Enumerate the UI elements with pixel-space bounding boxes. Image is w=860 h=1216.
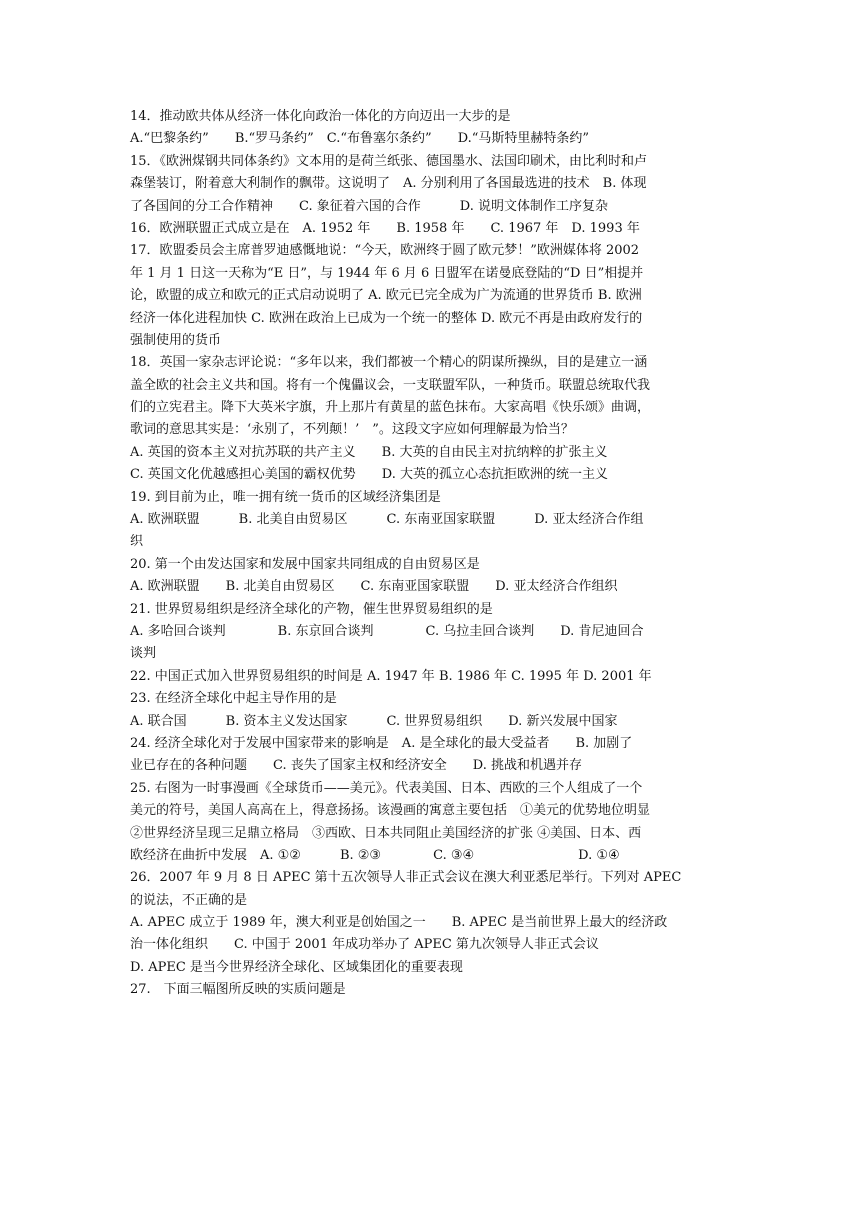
q18-line2: 盖全欧的社会主义共和国。将有一个傀儡议会，一支联盟军队，一种货币。联盟总统取代我: [130, 377, 651, 393]
q16-line: 16．欧洲联盟正式成立是在 A. 1952 年 B. 1958 年 C. 1967 年 D. 1993 年: [130, 220, 640, 236]
q23-stem: 23. 在经济全球化中起主导作用的是: [130, 691, 337, 707]
q17-line2: 年 1 月 1 日这一天称为“E 日”，与 1944 年 6 月 6 日盟军在诺曼底登陆的“D 日”相提并: [130, 265, 644, 281]
q26-option-a: A. APEC 成立于 1989 年，澳大利亚是创始国之一 B. APEC 是当前世界上最大的经济政: [130, 915, 668, 931]
q25-line2: 美元的符号，美国人高高在上，得意扬扬。该漫画的寓意主要包括 ①美元的优势地位明显: [130, 803, 651, 819]
q27-stem: 27. 下面三幅图所反映的实质问题是: [130, 982, 346, 998]
q14-options: A.“巴黎条约” B.“罗马条约” C.“布鲁塞尔条约” D.“马斯特里赫特条约”: [130, 131, 590, 147]
q24-line2: 业已存在的各种问题 C. 丧失了国家主权和经济安全 D. 挑战和机遇并存: [130, 758, 582, 774]
q18-options-cd: C. 英国文化优越感担心美国的霸权优势 D. 大英的孤立心态抗拒欧洲的统一主义: [130, 467, 608, 483]
q26-option-bc: 治一体化组织 C. 中国于 2001 年成功举办了 APEC 第九次领导人非正式会议: [130, 937, 599, 953]
q14-stem: 14．推动欧共体从经济一体化向政治一体化的方向迈出一大步的是: [130, 109, 511, 124]
q15-stem-line1: 15．《欧洲煤钢共同体条约》文本用的是荷兰纸张、德国墨水、法国印刷术，由比利时和卢: [130, 153, 648, 169]
q17-line3: 论，欧盟的成立和欧元的正式启动说明了 A. 欧元已完全成为广为流通的世界货币 B. 欧洲: [130, 288, 642, 304]
q26-line2: 的说法，不正确的是: [130, 892, 248, 908]
q19-stem: 19. 到目前为止，唯一拥有统一货币的区域经济集团是: [130, 489, 441, 505]
q20-stem: 20. 第一个由发达国家和发展中国家共同组成的自由贸易区是: [130, 556, 480, 572]
q18-line3: 们的立宪君主。降下大英米字旗，升上那片有黄星的蓝色抹布。大家高唱《快乐颂》曲调，: [130, 400, 651, 416]
q15-stem-line2: 森堡装订，附着意大利制作的飘带。这说明了 A. 分别利用了各国最选进的技术 B. 体现: [130, 176, 647, 192]
q21-stem: 21. 世界贸易组织是经济全球化的产物，催生世界贸易组织的是: [130, 601, 493, 617]
q17-line4: 经济一体化进程加快 C. 欧洲在政治上已成为一个统一的整体 D. 欧元不再是由政府发行的: [130, 310, 643, 326]
q21-options: A. 多哈回合谈判 B. 东京回合谈判 C. 乌拉圭回合谈判 D. 肯尼迪回合: [130, 623, 644, 639]
q23-options: A. 联合国 B. 资本主义发达国家 C. 世界贸易组织 D. 新兴发展中国家: [130, 713, 618, 729]
q19-options: A. 欧洲联盟 B. 北美自由贸易区 C. 东南亚国家联盟 D. 亚太经济合作组: [130, 512, 644, 528]
question-text-block: [130, 106, 740, 1002]
q18-line1: 18．英国一家杂志评论说：“多年以来，我们都被一个精心的阴谋所操纵，目的是建立一涵: [130, 355, 648, 371]
q21-options-wrap: 谈判: [130, 646, 157, 662]
q19-options-wrap: 织: [130, 534, 144, 550]
q22-line: 22. 中国正式加入世界贸易组织的时间是 A. 1947 年 B. 1986 年 C. 1995 年 D. 2001 年: [130, 668, 652, 684]
q26-line1: 26．2007 年 9 月 8 日 APEC 第十五次领导人非正式会议在澳大利亚悉尼举行。下列对 APEC: [130, 870, 682, 886]
q15-stem-line3: 了各国间的分工合作精神 C. 象征着六国的合作 D. 说明文体制作工序复杂: [130, 198, 608, 214]
q17-line1: 17．欧盟委员会主席普罗迪感慨地说：“今天，欧洲终于圆了欧元梦！”欧洲媒体将 2002: [130, 243, 640, 259]
q18-line4: 歌词的意思其实是：‘永别了，不列颠！’ ”。这段文字应如何理解最为恰当？: [130, 422, 574, 438]
q24-line1: 24. 经济全球化对于发展中国家带来的影响是 A. 是全球化的最大受益者 B. 加剧了: [130, 735, 633, 751]
q20-options: A. 欧洲联盟 B. 北美自由贸易区 C. 东南亚国家联盟 D. 亚太经济合作组织: [130, 579, 618, 595]
q17-line5: 强制使用的货币: [130, 332, 222, 348]
q26-option-d: D. APEC 是当今世界经济全球化、区域集团化的重要表现: [130, 959, 463, 975]
q25-line1: 25. 右图为一时事漫画《全球货币——美元》。代表美国、日本、西欧的三个人组成了一个: [130, 780, 643, 796]
q18-options-ab: A. 英国的资本主义对抗苏联的共产主义 B. 大英的自由民主对抗纳粹的扩张主义: [130, 444, 608, 460]
q25-line4: 欧经济在曲折中发展 A. ①② B. ②③ C. ③④ D. ①④: [130, 847, 620, 863]
q25-line3: ②世界经济呈现三足鼎立格局 ③西欧、日本共同阻止美国经济的扩张 ④美国、日本、西: [130, 825, 642, 841]
